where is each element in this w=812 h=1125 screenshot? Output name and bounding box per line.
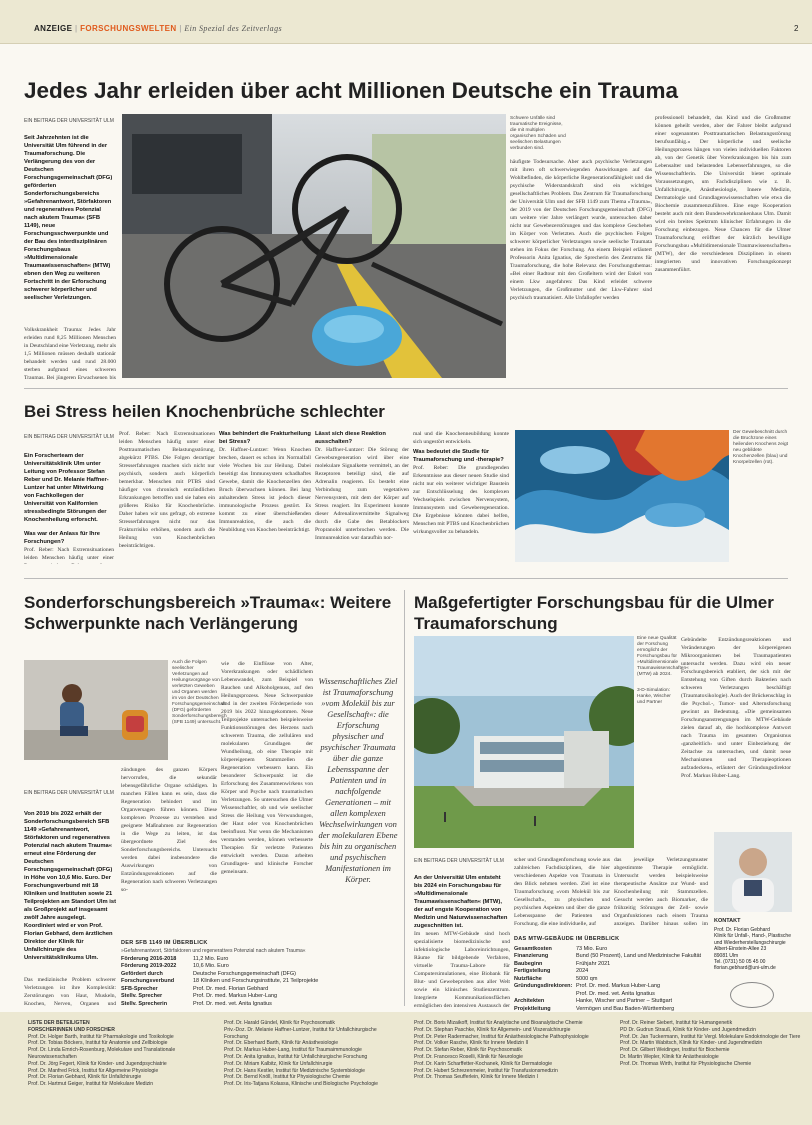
- list-item: Prof. Dr. Stefan Reber, Klinik für Psychosomatik: [414, 1047, 522, 1054]
- article3-body-1: Das medizinische Problem schwerer Verletzungen ist ihre Komplexität: Zerstörungen von Haut, Muskeln, Knochen, Nerven, Organen und: [24, 977, 116, 1007]
- contact-details: [714, 927, 794, 972]
- article3-body-2: zündungen des ganzen Körpers hervorrufen, die sekundär lebensgefährliche Organe schädigen. In manchen Fällen kann es sein, dass die Regeneration behindert und im Organversagen führen können. Diese komplexen Prozesse zu verstehen und geeignete Maßnahmen zur Regeneration in die Wege zu leiten, ist das übergeordnete Ziel des Sonderforschungsbereichs. Untersucht werden dabei insbesondere die Auswirkungen von Entzündungsreaktionen auf die Regeneration nach schweren Verletzungen so-: [121, 767, 217, 893]
- list-item: Prof. Dr. Florian Gebhard, Klinik für Unfallchirurgie: [28, 1074, 142, 1081]
- list-item: Prof. Dr. Volker Rasche, Klinik für Innere Medizin II: [414, 1040, 529, 1047]
- fact-value: Frühjahr 2021: [576, 960, 611, 967]
- fact-key: Gründungsdirektoren:: [514, 983, 573, 989]
- article3-photo-caption: Auch die Folgen seelischer Verletzungen auf Heilungsvorgänge von verletzten Geweben und Organen werden im von der Deutschen Forschungsgemeinschaft (DFG) geförderten Sonderforschungsbereich (SFB 1149) untersucht.: [172, 660, 227, 725]
- fact-key: Förderung 2016-2018: [121, 955, 177, 962]
- footer-column-1: [28, 1020, 198, 1088]
- article2-question-4: Was bedeutet die Studie für Traumaforschung und -therapie?: [413, 449, 504, 463]
- article2-photo-caption: Der Gewebeschnitt durch die Bruchzone eines heilenden Knochens zeigt neu gebildete Knochenzellen (blau) und Knorpelzellen (rot).: [733, 430, 788, 465]
- fact-value: Prof. Dr. med. Florian Gebhard: [193, 985, 269, 992]
- fact-key: Nutzfläche: [514, 975, 542, 982]
- fact-value: 73 Mio. Euro: [576, 945, 608, 952]
- contact-title: KONTAKT: [714, 918, 741, 924]
- child-sitting-illustration: [24, 660, 168, 760]
- fact-row: [121, 963, 397, 971]
- fact-key: Stellv. Sprecherin: [121, 1000, 168, 1007]
- fact-row: [514, 991, 710, 999]
- fact-row: [121, 993, 397, 1001]
- fact-row: [514, 953, 710, 961]
- bone-tissue-illustration: [515, 430, 729, 562]
- fact-key: Finanzierung: [514, 953, 549, 959]
- header-line: ANZEIGE | FORSCHUNGSWELTEN | Ein Spezial des Zeitverlags: [34, 24, 282, 33]
- fact-key: Stellv. Sprecher: [121, 993, 163, 999]
- building-illustration: [414, 636, 634, 848]
- list-item: Prof. Dr. Eberhard Barth, Klinik für Anästhesiologie: [224, 1040, 339, 1047]
- footer-title-1: LISTE DER BETEILIGTEN: [28, 1020, 90, 1026]
- fact-key: Gesamtkosten: [514, 945, 552, 952]
- fact-key: Fertigstellung: [514, 968, 551, 974]
- bone-tissue-micrograph: [515, 430, 729, 562]
- divider: [24, 388, 788, 389]
- list-item: Prof. Dr. Martin Wabitsch, Klinik für Kinder- und Jugendmedizin: [620, 1040, 763, 1047]
- fact-row: [514, 946, 710, 954]
- article2-lead: Ein Forscherteam der Universitätsklinik Ulm unter Leitung von Professor Stefan Reber und Dr. Melanie Haffner-Luntzer hat unter Mitwirkung von Fachkollegen der Universität von Kalifornien stressbedingte Störungen der Knochenheilung erforscht.: [24, 453, 109, 523]
- fact-key: Projektleitung: [514, 1005, 551, 1012]
- fact-row: [121, 956, 397, 964]
- contact-line: Tel. (0731) 50 05 45 00: [714, 959, 766, 966]
- list-item: Prof. Dr. Hubert Schrezenmeier, Institut für Transfusionsmedizin: [414, 1067, 558, 1074]
- fact-value: 10,6 Mio. Euro: [193, 963, 229, 969]
- article2-answer-4: Prof. Reber: Die grundlegenden Erkenntnisse aus dieser neuen Studie sind nicht nur ein weiterer wichtiger Baustein zur Entschlüsselung des komplexen Wechselspiels zwischen Nervensystem, Immunsystem und Geweberegeneration. Die Ergebnisse könnten dabei helfen, Menschen mit PTBS und Knochenbrüchen wirkungsvoller zu behandeln.: [413, 465, 509, 535]
- article1-lead: Seit Jahrzehnten ist die Universität Ulm führend in der Traumaforschung. Die Verlängerung des von der Deutschen Forschungsgemeinschaft (DFG) geförderten Sonderforschungsbereichs »Gefahrenantwort, Störfaktoren und regeneratives Potenzial nach akutem Trauma« (SFB 1149), neue Forschungsschwerpunkte und der Bau des interdisziplinären Forschungsbaus »Multidimensionale Traumawissenschaften« (MTW) ebnen den Weg zu weiteren Fortschritt in der Erforschung schwerer körperlicher und seelischer Verletzungen.: [24, 135, 113, 301]
- article4-photo-caption: Eine neue Qualität der Forschung ermöglicht der Forschungsbau für »Multidimensionale Traumawissenschaften« (MTW) ab 2024.: [637, 636, 689, 677]
- list-item: Dr. Martin Wepler, Klinik für Anästhesiologie: [620, 1053, 719, 1060]
- article4-author: EIN BEITRAG DER UNIVERSITÄT ULM: [414, 858, 504, 864]
- contact-line: Albert-Einstein-Allee 23: [714, 946, 767, 953]
- page-number: 2: [794, 24, 799, 33]
- fact-key: Architekten: [514, 998, 545, 1004]
- child-sitting-photo: [24, 660, 168, 760]
- footer-column-3: [414, 1020, 614, 1081]
- article2-answer-3-end: mal und die Knochenneubildung konnte sich ungestört entwickeln.: [413, 431, 509, 445]
- contact-portrait: [714, 832, 792, 912]
- fact-row: [121, 1001, 397, 1009]
- list-item: Prof. Dr. Markus Huber-Lang, Institut für Traumaimmunologie: [224, 1047, 362, 1054]
- article2-answer-3: Dr. Haffner-Luntzer: Die Störung der Gewebsregeneration wird über eine molekulare Signalkette vermittelt, an der Rezeptoren beteiligt sind, die auf Adrenalin reagieren. Es besteht eine Verbindung zum vegetativen Nervensystem, mit dem der Körper auf Stress reagiert. Im Experiment konnte dieser Adrenalinvermittelte Signalweg durch die Gabe des Betablockers Propranolol unterbrochen werden. Die Immunreaktion war daraufhin nor-: [315, 447, 409, 541]
- article3-body-3: wie die Einflüsse von Alter, Vorerkrankungen oder schädlichem Lebenswandel, zum Beispiel von Rauchen und Alkoholgenuss, auf den Heilungsprozess. Neue Schwerpunkte sind in der zweiten Förderperiode von 2019 bis 2022 hinzugekommen. Neue Teilprojekte untersuchen beispielsweise Funktionsstörungen des Herzens nach schwerem Trauma, die zellulären und molekularen Grundlagen der Wundheilung, ob eine Therapie mit körpereigenem Stammzellen die Regeneration verbessern kann. Ein besonderer Schwerpunkt ist die Erforschung des Zusammenwirkens von Körper und Psyche nach traumatischen Verletzungen. So untersuchen die Ulmer Wissenschaftler, ob und wie seelischer Stress die Heilung von Verwundungen, der Haut oder von Knochenbrüchen beeinflusst. Nur wenn die Mechanismen verstanden werden, können verbesserte Therapien für verletzte Patienten entwickelt werden. Daran arbeiten Grundlagen- und klinische Forscher gemeinsam.: [221, 661, 313, 875]
- fact-value: Prof. Dr. med. vet. Anita Ignatius: [576, 990, 655, 997]
- footer-column-4: [620, 1020, 806, 1068]
- list-item: Priv.-Doz. Dr. Melanie Haffner-Luntzer, Institut für Unfallchirurgische Forschung: [224, 1026, 377, 1040]
- list-item: Prof. Dr. Gilbert Weidinger, Institut für Biochemie: [620, 1047, 730, 1054]
- article2-title: Bei Stress heilen Knochenbrüche schlechter: [24, 402, 385, 421]
- sfb-box-rows: [121, 956, 397, 1009]
- article1-title: Jedes Jahr erleiden über acht Millionen Deutsche ein Trauma: [24, 78, 678, 103]
- article4-side-text: Gebündelte Entzündungsreaktionen und Veränderungen der körpereigenen Mikroorganismen bei Traumapatienten untersucht werden. Dazu wird ein neuer Forschungsbereich etabliert, der sich mit der Entstehung von Giften durch Bakterien nach schweren Verletzungen beschäftigt (Traumatoxikologie). Auch der Brückenschlag in die Psychol.-, Tumor- und Alternsforschung gewinnt an Bedeutung. »Die gemeinsamen Forschungsanstrengungen im MTW-Gebäude zielen darauf ab, die hochkomplexe Antwort nach Trauma im gesamten Organismus ›ganzheitlich‹ und unter Einbeziehung der Zeitachse zu untersuchen, und damit neue Mechanismen und Therapieoptionen aufzudecken«, erläutert der Gründungsdirektor Prof. Markus Huber-Lang.: [681, 637, 791, 779]
- bicycle-accident-illustration: [122, 114, 506, 378]
- list-item: Prof. Dr. Hans Kestler, Institut für Medizinische Systembiologie: [224, 1067, 365, 1074]
- university-seal-icon: [730, 982, 774, 1008]
- sfb-overview-box: [121, 940, 397, 1006]
- fact-value: Prof. Dr. med. vet. Anita Ignatius: [193, 1000, 272, 1007]
- fact-value: Bund (50 Prozent), Land und Medizinische Fakultät: [576, 953, 702, 959]
- page-header: [0, 0, 812, 44]
- list-item: PD Dr. Gudrun Strauß, Klinik für Kinder- und Jugendmedizin: [620, 1026, 756, 1033]
- article4-lead: An der Universität Ulm entsteht bis 2024 ein Forschungsbau für »Multidimensionale Traumawissenschaften« (MTW), der auf engste Kooperation von Medizin und Naturwissenschaften zugeschnitten ist.: [414, 875, 508, 928]
- article2-question-2: Was behindert die Frakturheilung bei Stress?: [219, 431, 311, 445]
- article2-question-3: Lässt sich diese Reaktion ausschalten?: [315, 431, 386, 445]
- article1-photo-caption: Schwere Unfälle sind traumatische Ereignisse, die mit multiplen organischen Schäden und seelischen Belastungen verbunden sind.: [510, 116, 566, 151]
- mtw-box-title: DAS MTW-GEBÄUDE IM ÜBERBLICK: [514, 936, 620, 942]
- fact-value: Prof. Dr. med. Markus Huber-Lang: [576, 983, 661, 989]
- article3-author: EIN BEITRAG DER UNIVERSITÄT ULM: [24, 790, 114, 796]
- article2-answer-1: Prof. Reber: Nach Extremsituationen leiden Menschen häufig unter einer Posttraumatischen Belastungsstörung, abgekürzt PTBS. Die Folgen derartiger Stresserfahrungen machen sich nicht nur psychisch, sondern auch körperlich bemerkbar. Menschen mit PTBS sind häufiger von chronisch entzündlichen Erkrankungen betroffen und sie haben ein größeres Risiko für Knochenbrüche. Daher haben wir uns gefragt, ob extreme Stresserfahrungen nicht nur das Frakturrisiko erhöhen, sondern auch die Heilung von Knochenbrüchen beeinträchtigen.: [119, 431, 215, 549]
- article4-body-3: das jeweilige Verletzungsmuster abgestimmte Therapie ermöglicht. Untersucht werden beispielsweise therapeutische Ansätze zur Wund- und Knochenheilung mit Stammzellen. Gesucht werden auch Biomarker, die frühzeitig Störungen der Zell- sowie Organfunktionen nach einem Trauma anzeigen. Darüber hinaus sollen im: [614, 857, 708, 926]
- list-item: Prof. Dr. Manfred Frick, Institut für Allgemeine Physiologie: [28, 1067, 159, 1074]
- fact-value: 2024: [576, 968, 589, 974]
- list-item: Prof. Dr. Peter Radermacher, Institut für Anästhesiologische Pathophysiologie: [414, 1033, 589, 1040]
- list-item: Prof. Dr. Stephan Paschke, Klinik für Allgemein- und Viszeralchirurgie: [414, 1026, 571, 1033]
- article4-title: Maßgefertigter Forschungsbau für die Ulmer Traumaforschung: [414, 593, 774, 633]
- article2-author: EIN BEITRAG DER UNIVERSITÄT ULM: [24, 434, 114, 440]
- fact-row: [121, 978, 397, 986]
- article3-title: Sonderforschungsbereich »Trauma«: Weitere Schwerpunkte nach Verlängerung: [24, 593, 392, 633]
- article4-body-1: Im neuen MTW-Gebäude sind hoch spezialisierte biomedizinische und infektiologische Laboreinrichtungen, Räume für bildgebende Verfahren, virtuelle Trauma-Labore für Computersimulationen, eine Biobank für Blut- und Gewebeproben aus aller Welt sowie ein klinisches Studienzentrum. Integrierte Kommunikationsflächen ermöglichen den intensiven Austausch der: [414, 931, 510, 1008]
- list-item: Prof. Dr. Harald Gündel, Klinik für Psychosomatik: [224, 1020, 335, 1026]
- article1-body-2: häufigste Todesursache. Aber auch psychische Verletzungen mit ihren oft schwerwiegenden Auswirkungen auf das Wohlbefinden, die körperliche Regenerationsfähigkeit und die psychische Widerstandskraft sind ein wichtiges gesellschaftliches Problem. Das Zentrum für Traumaforschung der Universität Ulm und der SFB 1149 zum Thema »Trauma«, der 2019 von der Deutschen Forschungsgemeinschaft (DFG) um weitere vier Jahre verlängert wurde, untersuchen daher nicht nur Gewebezerstörungen und das komplexe Geschehen im Körper von Verletzten. Auch die psychischen Folgen schwerer körperlicher Verletzungen sowie seelische Traumata stehen im Fokus der Forschung. An einem Beispiel erläutert Professorin Anita Ignatius, die Sprecherin des Zentrums für Traumaforschung, die hohe Relevanz des Forschungsthemas: »Bei einer Radtour mit den Großeltern wird der Enkel von einem Lkw angefahren: Das Kind erleidet schwere Verletzungen, die Großmutter und der Lkw-Fahrer sind psychisch traumatisiert. Alle Unfallopfer werden: [510, 159, 652, 301]
- article3-pull-quote: Wissenschaftliches Ziel ist Traumaforschung »vom Molekül bis zur Gesellschaft«: die Erforschung physischer und psychischer Traumata über die ganze Lebensspanne der Patienten und in nachfolgende Generationen – mit allen komplexen Wechselwirkungen von der molekularen Ebene bis hin zu organischen und psychischen Manifestationen im Körper.: [318, 676, 398, 884]
- header-topic: FORSCHUNGSWELTEN: [80, 24, 177, 33]
- list-item: Prof. Dr. Hartmut Geiger, Institut für Molekulare Medizin: [28, 1081, 154, 1088]
- list-item: Prof. Dr. Bernd Knöll, Institut für Physiologische Chemie: [224, 1074, 350, 1081]
- portrait-illustration: [714, 832, 792, 912]
- column-divider: [404, 590, 405, 1006]
- divider: [24, 578, 788, 579]
- article4-photo-credit: 3-D-Simulation: Hanke, Wischer und Partner: [637, 688, 671, 705]
- fact-row: [514, 998, 710, 1006]
- bicycle-accident-photo: [122, 114, 506, 378]
- fact-row: [514, 968, 710, 976]
- article1-author: EIN BEITRAG DER UNIVERSITÄT ULM: [24, 118, 114, 124]
- list-item: Prof. Dr. Anita Ignatius, Institut für Unfallchirurgische Forschung: [224, 1053, 368, 1060]
- article2-answer-2: Dr. Haffner-Luntzer: Wenn Knochen brechen, dauert es schon im Normalfall viele Wochen bis zur Heilung. Dabei beseitigt das Immunsystem schadhaftes Gewebe, damit die Knochenzellen den Bruch überwachsen können. Bei lang anhaltendem Stress ist jedoch dieser immunologische Prozess gestört. Es kommt zu einer überschießenden Immunreaktion, die auch die Neubildung von Knochen beeinträchtigt.: [219, 447, 311, 533]
- article3-lead: Von 2019 bis 2022 erhält der Sonderforschungsbereich SFB 1149 »Gefahrenantwort, Störfaktoren und regeneratives Potenzial nach akutem Trauma« erneut eine Förderung der Deutschen Forschungsgemeinschaft (DFG) in Höhe von 10,6 Mio. Euro. Der Forschungsverbund mit 18 Kliniken und Instituten sowie 21 Teilprojekten am Standort Ulm ist als Großprojekt auf insgesamt zwölf Jahre ausgelegt. Koordiniert wird er von Prof. Florian Gebhard, dem ärztlichen Direktor der Klinik für Unfallchirurgie des Universitätsklinikums Ulm.: [24, 811, 116, 961]
- contact-line: florian.gebhard@uni-ulm.de: [714, 965, 776, 972]
- list-item: Prof. Dr. Karin Scharffetter-Kochanek, Klinik für Dermatologie: [414, 1060, 553, 1067]
- fact-value: 11,2 Mio. Euro: [193, 955, 229, 962]
- contact-line: 89081 Ulm: [714, 952, 739, 959]
- fact-value: 18 Kliniken und Forschungsinstitute, 21 Teilprojekte: [193, 978, 319, 984]
- fact-value: Vermögen und Bau Baden-Württemberg: [576, 1005, 675, 1012]
- sfb-box-title: DER SFB 1149 IM ÜBERBLICK: [121, 940, 208, 946]
- list-item: Prof. Dr. Francesco Roselli, Klinik für Neurologie: [414, 1053, 523, 1060]
- article2-question-1: Was war der Anlass für Ihre Forschungen?: [24, 531, 100, 545]
- article1-body-1: Volkskrankheit Trauma: Jedes Jahr erleiden rund 8,25 Millionen Menschen in Deutschland eine Verletzung, mehr als 1,5 Millionen müssen deshalb stationär behandelt werden und rund 28.000 sterben aufgrund eines schweren Traumas. Bei jüngeren Erwachsenen bis: [24, 327, 116, 380]
- article2-answer-1-start: Prof. Reber: Nach Extremsituationen leiden Menschen häufig unter einer: [24, 547, 114, 561]
- list-item: Prof. Dr. Jan Tuckermann, Institut für Vergl. Molekulare Endokrinologie der Tiere: [620, 1033, 801, 1040]
- contact-line: Klinik für Unfall-, Hand-, Plastische und Wiederherstellungschirurgie: [714, 933, 791, 946]
- list-item: Prof. Dr. Tobias Böckers, Institut für Anatomie und Zellbiologie: [28, 1040, 168, 1047]
- article1-body-3: professionell behandelt, das Kind und die Großmutter können geheilt werden, aber der Fahrer bleibt aufgrund einer sogenannten Posttraumatischen Belastungsstörung berufsunfähig.« Der körperliche und seelische Heilungsprozess hängen von vielen individuellen Faktoren ab, von der Genetik über Vorerkrankungen bis hin zum Lebensalter und belastenden Lebenserfahrungen, so die Wissenschaftlerin. Die Universität bietet optimale Voraussetzungen, um Fachdisziplinen wie z. B. Unfallchirurgie, Anästhesiologie, Innere Medizin, Dermatologie und Grundlagenwissenschaften wie etwa die Biochemie zusammenzuführen. Eine enge Kooperation besteht auch mit dem Bundeswehrkrankenhaus Ulm. Damit wird ein breites Spektrum klinischer Erfahrungen in die Forschung einbezogen. Neue Chancen für die Ulmer Traumaforschung eröffnet der kürzlich bewilligte Forschungsbau »Multidimensionale Traumawissenschaften« (MTW), der die verschiedenen Disziplinen in einem integrierten und innovativen Forschungskonzept zusammenführt.: [655, 115, 791, 273]
- fact-row: [514, 976, 710, 984]
- mtw-box-rows: [514, 946, 710, 1014]
- fact-row: [514, 983, 710, 991]
- fact-row: [121, 971, 397, 979]
- fact-value: 5000 qm: [576, 975, 598, 982]
- sfb-box-subtitle: »Gefahrenantwort, Störfaktoren und regeneratives Potenzial nach akutem Trauma«: [121, 947, 306, 954]
- footer-column-2: [224, 1020, 402, 1088]
- list-item: Prof. Dr. Thomas Seufferlein, Klinik für Innere Medizin I: [414, 1074, 539, 1081]
- fact-key: Gefördert durch: [121, 970, 163, 977]
- list-item: Prof. Dr. Holger Barth, Institut für Pharmakologie und Toxikologie: [28, 1033, 174, 1040]
- article4-body-2: scher und Grundlagenforschung sowie aus zahlreichen Fachdisziplinen, die hier verschiedenen Aspekte von Traumata in den Blick nehmen werden. Ziel ist eine Traumaforschung »vom Molekül bis zur Gesellschaft«, zu physischen und psychischen Aspekten und über die ganze Lebensspanne der Patienten und Forschung. die eine individuelle, auf: [514, 857, 610, 926]
- list-item: Prof. Dr. Thomas Wirth, Institut für Physiologische Chemie: [620, 1060, 752, 1067]
- fact-key: SFB-Sprecher: [121, 985, 158, 992]
- fact-row: [514, 961, 710, 969]
- fact-key: Förderung 2019-2022: [121, 963, 177, 969]
- researchers-list: [0, 1012, 812, 1125]
- fact-value: Prof. Dr. med. Markus Huber-Lang: [193, 993, 278, 999]
- header-special: Ein Spezial des Zeitverlags: [184, 24, 282, 33]
- list-item: Prof. Dr. Reiner Siebert, Institut für Humangenetik: [620, 1020, 733, 1026]
- list-item: Prof. Dr. Miriam Kalbitz, Klinik für Unfallchirurgie: [224, 1060, 333, 1067]
- fact-key: Forschungsverbund: [121, 978, 175, 984]
- mtw-overview-box: [514, 936, 710, 1012]
- fact-value: Hanke, Wischer und Partner – Stuttgart: [576, 998, 672, 1004]
- list-item: Prof. Dr. Boris Mizaikoff, Institut für Analytische und Bioanalytische Chemie: [414, 1020, 583, 1026]
- fact-value: Deutsche Forschungsgemeinschaft (DFG): [193, 970, 297, 977]
- list-item: Prof. Dr. Linda Emrich-Rosenburg, Molekulare und Translationale Neurowissenschaften: [28, 1047, 176, 1060]
- header-section: ANZEIGE: [34, 24, 73, 33]
- fact-row: [121, 986, 397, 994]
- footer-title-2: FORSCHERINNEN UND FORSCHER: [28, 1026, 115, 1033]
- list-item: Prof. Dr. Iris-Tatjana Kolassa, Klinische und Biologische Psychologie: [224, 1081, 379, 1088]
- list-item: Prof. Dr. Jörg Fegert, Klinik für Kinder- und Jugendpsychiatrie: [28, 1060, 167, 1067]
- fact-key: Baubeginn: [514, 960, 543, 967]
- mtw-building-rendering: [414, 636, 634, 848]
- contact-line: Prof. Dr. Florian Gebhard: [714, 927, 770, 933]
